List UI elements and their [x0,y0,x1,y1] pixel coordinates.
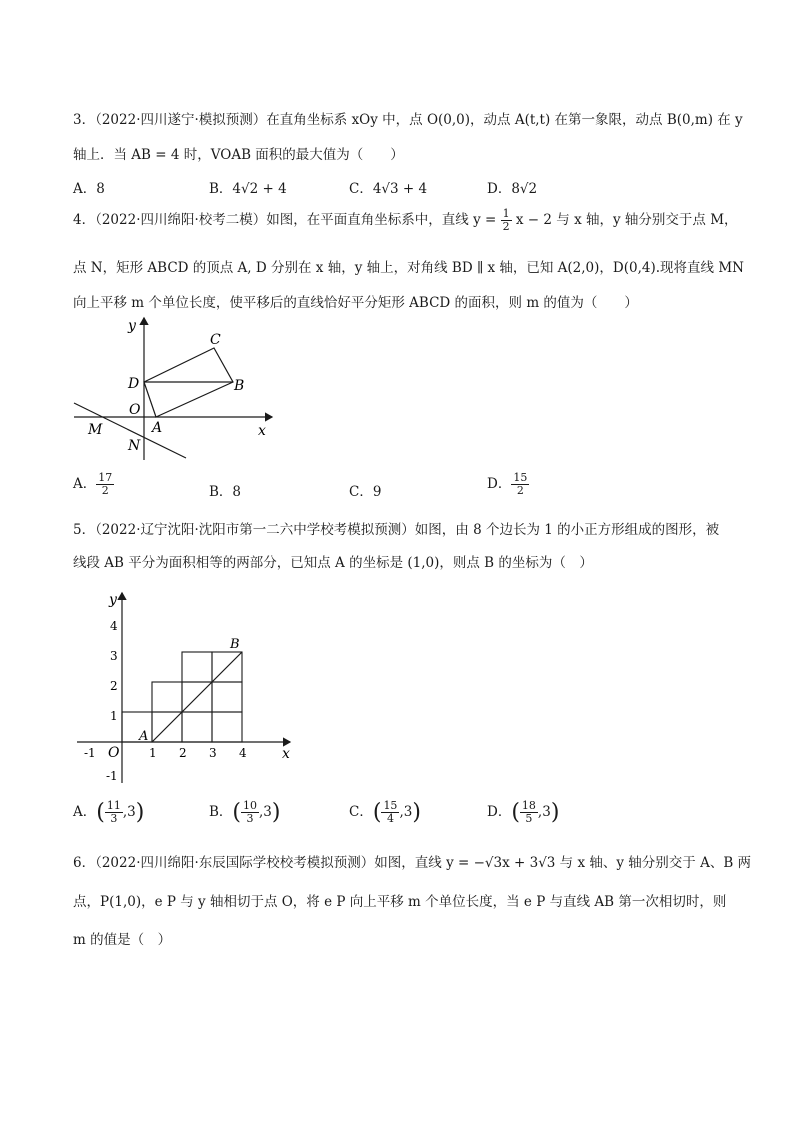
q4-label-a: A [152,420,163,436]
q4-label-c: C [210,332,221,348]
q5-square [182,652,212,682]
q3-option-a: A．8 [73,181,105,197]
q5-square [152,682,182,712]
q4-option-d: D． $\frac{15}{2}$ [487,471,528,497]
q4-label-n: N [128,438,141,454]
q5-option-a: A．( $\frac{11}{3}$ ,3) [73,799,145,825]
q5-option-d: D．( $\frac{18}{5}$ ,3) [487,799,560,825]
q5-y-tick: -1 [106,769,118,783]
q5-y-tick: 1 [110,709,118,723]
q5-x-tick: 4 [239,746,247,760]
q3-option-c: C．4√3 + 4 [349,181,428,197]
q5-label-x: x [282,746,290,762]
q6-line-1: 6．（2022·四川绵阳·东辰国际学校校考模拟预测）如图，直线 y = −√3x + 3√3 与 x 轴、y 轴分别交于 A、B 两 [73,855,752,871]
q4-figure [66,310,276,465]
q4-label-x: x [258,423,266,439]
q4-line-1 [73,208,738,233]
q5-x-tick: 3 [209,746,217,760]
q3-option-d: D．8√2 [487,181,538,197]
q5-x-tick: 1 [149,746,157,760]
q6-line-2: 点，P(1,0)，e P 与 y 轴相切于点 O，将 e P 向上平移 m 个单位长度，当 e P 与直线 AB 第一次相切时，则 [73,894,727,910]
q5-label-a: A [139,729,149,744]
q5-x-tick: -1 [84,746,96,760]
q5-x-tick: 2 [179,746,187,760]
q4-label-d: D [128,376,140,392]
q4-label-m: M [88,422,103,438]
q5-square [182,712,212,742]
q5-line-1: 5．（2022·辽宁沈阳·沈阳市第一二六中学校考模拟预测）如图，由 8 个边长为 1 的小正方形组成的图形，被 [73,522,720,538]
q5-label-y: y [109,592,117,608]
q5-option-c: C．( $\frac{15}{4}$ ,3) [349,799,421,825]
q5-segment-ab [152,652,242,742]
q5-line-2: 线段 AB 平分为面积相等的两部分，已知点 A 的坐标是 (1,0)，则点 B 的坐标为（ ） [73,555,593,571]
q5-figure [72,588,297,788]
q4-fraction-half: $\frac{1}{2}$ [502,207,510,233]
q4-line-1a: 4．（2022·四川绵阳·校考二模）如图，在平面直角坐标系中，直线 y = [73,212,497,228]
q3-line-1: 3．（2022·四川遂宁·模拟预测）在直角坐标系 xOy 中，点 O(0,0)，动点 A(t,t) 在第一象限，动点 B(0,m) 在 y [73,112,743,128]
q4-option-c: C．9 [349,484,382,500]
q5-option-b: B．( $\frac{10}{3}$ ,3) [209,799,281,825]
q5-y-tick: 2 [110,679,118,693]
q5-y-tick: 4 [110,619,118,633]
q3-line-2: 轴上．当 AB = 4 时，VOAB 面积的最大值为（ ） [73,147,404,163]
q4-label-o: O [129,402,141,418]
q4-option-a: A． $\frac{17}{2}$ [73,471,113,497]
q3-option-b: B．4√2 + 4 [209,181,287,197]
q4-label-b: B [234,378,245,394]
q5-label-o: O [108,745,120,761]
q5-square [212,682,242,712]
q4-label-y: y [128,318,136,334]
q5-y-tick: 3 [110,649,118,663]
q4-line-3: 向上平移 m 个单位长度，使平移后的直线恰好平分矩形 ABCD 的面积，则 m 的值为（ ） [73,295,638,311]
q4-line-2: 点 N，矩形 ABCD 的顶点 A, D 分别在 x 轴，y 轴上，对角线 BD ∥ x 轴，已知 A(2,0)，D(0,4).现将直线 MN [73,260,744,276]
q6-line-3: m 的值是（ ） [73,932,172,948]
q5-square [212,712,242,742]
q4-line-1b: x − 2 与 x 轴，y 轴分别交于点 M， [515,212,738,228]
q4-option-b: B．8 [209,484,242,500]
q5-label-b: B [230,637,240,652]
